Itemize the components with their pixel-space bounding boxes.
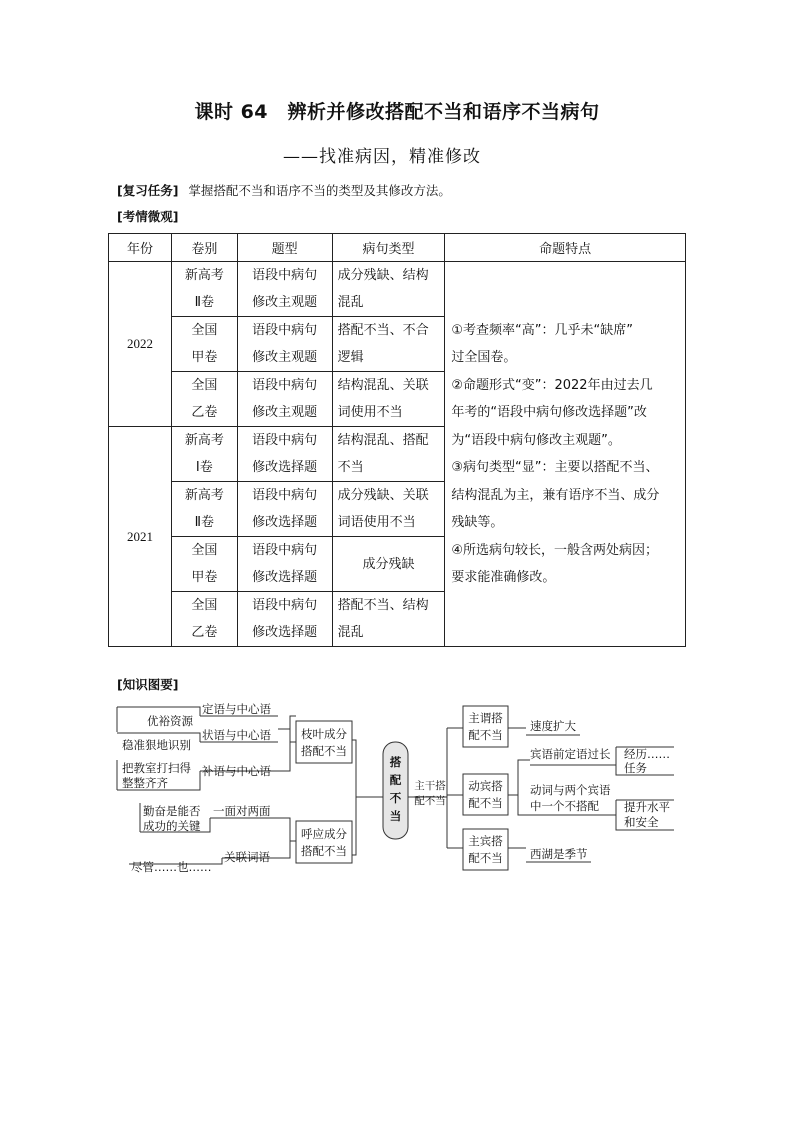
year-cell: 2022 <box>109 262 172 427</box>
error-cell: 搭配不当、不合 逻辑 <box>332 317 445 372</box>
paper-cell: 全国 乙卷 <box>171 592 237 647</box>
paper-cell: 新高考 Ⅰ卷 <box>171 427 237 482</box>
vo-example: 经历…… <box>624 747 670 761</box>
table-header: 题型 <box>237 234 332 262</box>
vo-example: 提升水平 <box>624 800 670 814</box>
review-tag: [复习任务] <box>117 183 179 198</box>
table-header: 命题特点 <box>445 234 686 262</box>
main-link-label: 主干搭 <box>414 780 446 792</box>
error-cell: 成分残缺、结构 混乱 <box>332 262 445 317</box>
vo-node-label: 动宾搭 <box>468 779 503 793</box>
vo-item: 动词与两个宾语 <box>530 783 611 797</box>
features-cell: ①考查频率“高”：几乎未“缺席” 过全国卷。 ②命题形式“变”：2022年由过去几 年考的“语段中病句修改选择题”改 为“语段中病句修改主观题”。 ③病句类型“显”：主要以搭配不当、 结构混乱为主，兼有语序不当、成分 残缺等。 ④所选病句较长，一般含两处病因； 要求能准确修改。 <box>445 262 686 647</box>
leaf-example: 把教室打扫得 <box>122 761 191 775</box>
center-char: 搭 <box>389 755 402 769</box>
center-char: 配 <box>389 773 402 787</box>
page-subtitle: ——找准病因，精准修改 <box>283 147 481 167</box>
leaf-example: 优裕资源 <box>147 714 193 728</box>
leaf-example: 整整齐齐 <box>122 776 168 790</box>
so-example: 西湖是季节 <box>530 847 588 861</box>
vo-example: 任务 <box>624 761 647 775</box>
paper-cell: 全国 甲卷 <box>171 317 237 372</box>
page-title: 课时 64 辨析并修改搭配不当和语序不当病句 <box>194 101 600 123</box>
table-header: 病句类型 <box>332 234 445 262</box>
leaf-item: 补语与中心语 <box>202 764 271 778</box>
review-text: 掌握搭配不当和语序不当的类型及其修改方法。 <box>188 183 451 198</box>
leaf-node-label: 枝叶成分 <box>301 727 347 741</box>
center-char: 当 <box>389 809 402 823</box>
qtype-cell: 语段中病句 修改选择题 <box>237 482 332 537</box>
echo-node-label: 呼应成分 <box>301 827 347 841</box>
qtype-cell: 语段中病句 修改选择题 <box>237 537 332 592</box>
qtype-cell: 语段中病句 修改主观题 <box>237 262 332 317</box>
echo-example: 成功的关键 <box>143 819 201 833</box>
table-header: 年份 <box>109 234 172 262</box>
vo-item: 中一个不搭配 <box>530 799 599 813</box>
leaf-example: 稳准狠地识别 <box>122 738 191 752</box>
echo-item: 一面对两面 <box>213 804 271 818</box>
error-cell: 结构混乱、关联 词使用不当 <box>332 372 445 427</box>
sv-example: 速度扩大 <box>530 719 576 733</box>
vo-item: 宾语前定语过长 <box>530 747 611 761</box>
paper-cell: 新高考 Ⅱ卷 <box>171 482 237 537</box>
leaf-node-label: 搭配不当 <box>301 744 347 758</box>
error-cell: 结构混乱、搭配 不当 <box>332 427 445 482</box>
qtype-cell: 语段中病句 修改选择题 <box>237 427 332 482</box>
error-cell: 成分残缺 <box>332 537 445 592</box>
paper-cell: 新高考 Ⅱ卷 <box>171 262 237 317</box>
year-cell: 2021 <box>109 427 172 647</box>
echo-example: 尽管……也…… <box>131 860 212 874</box>
main-link-label: 配不当 <box>414 795 446 807</box>
exam-tag: [考情微观] <box>117 209 179 224</box>
map-tag: [知识图要] <box>117 677 179 692</box>
leaf-item: 状语与中心语 <box>202 728 271 742</box>
qtype-cell: 语段中病句 修改选择题 <box>237 592 332 647</box>
vo-example: 和安全 <box>624 815 659 829</box>
sv-node-label: 配不当 <box>468 728 503 742</box>
so-node-label: 主宾搭 <box>468 834 503 848</box>
center-char: 不 <box>389 791 402 805</box>
paper-cell: 全国 甲卷 <box>171 537 237 592</box>
so-node-label: 配不当 <box>468 851 503 865</box>
error-cell: 成分残缺、关联 词语使用不当 <box>332 482 445 537</box>
paper-cell: 全国 乙卷 <box>171 372 237 427</box>
table-header: 卷别 <box>171 234 237 262</box>
vo-node-label: 配不当 <box>468 796 503 810</box>
echo-item: 关联词语 <box>224 850 270 864</box>
qtype-cell: 语段中病句 修改主观题 <box>237 317 332 372</box>
qtype-cell: 语段中病句 修改主观题 <box>237 372 332 427</box>
error-cell: 搭配不当、结构 混乱 <box>332 592 445 647</box>
echo-example: 勤奋是能否 <box>143 804 201 818</box>
echo-node-label: 搭配不当 <box>301 844 347 858</box>
leaf-item: 定语与中心语 <box>202 702 271 716</box>
sv-node-label: 主谓搭 <box>468 711 503 725</box>
